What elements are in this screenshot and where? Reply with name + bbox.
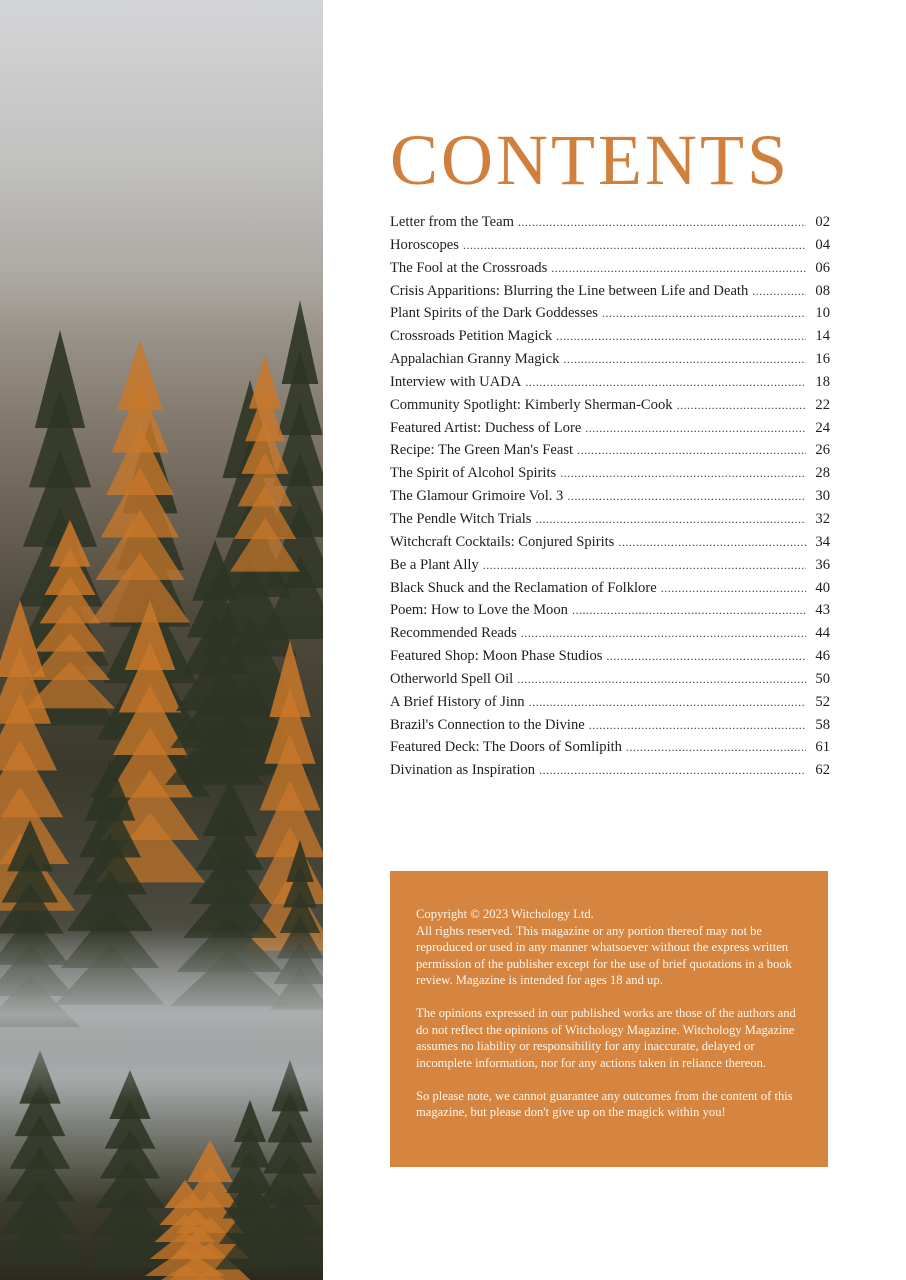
toc-entry-page: 22 xyxy=(815,396,830,413)
toc-entry-title: Featured Artist: Duchess of Lore xyxy=(390,419,582,436)
toc-entry-title: Brazil's Connection to the Divine xyxy=(390,716,585,733)
toc-entry-title: Featured Deck: The Doors of Somlipith xyxy=(390,739,622,756)
toc-entry[interactable] xyxy=(390,374,830,397)
toc-entry-title: The Glamour Grimoire Vol. 3 xyxy=(390,488,564,505)
toc-leader-dots xyxy=(589,718,806,733)
toc-entry-page: 40 xyxy=(815,579,830,596)
toc-leader-dots xyxy=(556,329,806,344)
toc-entry[interactable] xyxy=(390,511,830,534)
toc-entry-title: Be a Plant Ally xyxy=(390,556,479,573)
toc-entry[interactable] xyxy=(390,328,830,351)
toc-entry[interactable] xyxy=(390,648,830,671)
toc-entry-title: Poem: How to Love the Moon xyxy=(390,602,568,619)
toc-entry-page: 04 xyxy=(815,236,830,253)
toc-entry-page: 14 xyxy=(815,328,830,345)
toc-entry-page: 16 xyxy=(815,351,830,368)
toc-entry-page: 46 xyxy=(815,648,830,665)
toc-entry[interactable] xyxy=(390,260,830,283)
toc-leader-dots xyxy=(626,740,806,755)
toc-entry-page: 28 xyxy=(815,465,830,482)
toc-entry[interactable] xyxy=(390,420,830,443)
toc-leader-dots xyxy=(606,649,806,664)
toc-entry-title: Otherworld Spell Oil xyxy=(390,670,514,687)
toc-entry[interactable] xyxy=(390,397,830,420)
note-text: So please note, we cannot guarantee any outcomes from the content of this magazine, but please don't give up on the magick within you! xyxy=(416,1088,793,1119)
forest-photo xyxy=(0,0,323,1280)
toc-leader-dots xyxy=(567,489,806,504)
toc-entry-page: 30 xyxy=(815,488,830,505)
toc-entry-page: 52 xyxy=(815,693,830,710)
toc-leader-dots xyxy=(618,535,806,550)
toc-entry-page: 06 xyxy=(815,259,830,276)
toc-entry-title: Plant Spirits of the Dark Goddesses xyxy=(390,305,598,322)
toc-leader-dots xyxy=(563,352,806,367)
toc-entry[interactable] xyxy=(390,465,830,488)
toc-leader-dots xyxy=(551,261,806,276)
toc-entry-title: The Fool at the Crossroads xyxy=(390,259,548,276)
toc-entry-title: Appalachian Granny Magick xyxy=(390,351,560,368)
toc-entry[interactable] xyxy=(390,237,830,260)
toc-entry[interactable] xyxy=(390,762,830,785)
toc-entry[interactable] xyxy=(390,214,830,237)
toc-entry-page: 24 xyxy=(815,419,830,436)
toc-leader-dots xyxy=(517,672,806,687)
toc-leader-dots xyxy=(602,306,806,321)
toc-leader-dots xyxy=(463,238,806,253)
toc-entry-title: Community Spotlight: Kimberly Sherman-Cook xyxy=(390,396,673,413)
toc-entry[interactable] xyxy=(390,717,830,740)
toc-leader-dots xyxy=(535,512,806,527)
legal-notice-text xyxy=(416,906,804,989)
toc-entry-title: The Spirit of Alcohol Spirits xyxy=(390,465,557,482)
toc-entry-title: The Pendle Witch Trials xyxy=(390,510,532,527)
legal-notice-box xyxy=(390,871,828,1167)
toc-entry-page: 32 xyxy=(815,510,830,527)
toc-leader-dots xyxy=(525,375,806,390)
toc-entry-title: Recommended Reads xyxy=(390,625,517,642)
toc-entry[interactable] xyxy=(390,488,830,511)
toc-entry[interactable] xyxy=(390,671,830,694)
toc-entry-title: Letter from the Team xyxy=(390,214,514,230)
toc-leader-dots xyxy=(577,443,806,458)
toc-entry-title: Crossroads Petition Magick xyxy=(390,328,553,345)
toc-leader-dots xyxy=(585,421,806,436)
toc-entry-page: 61 xyxy=(815,739,830,756)
toc-entry-page: 43 xyxy=(815,602,830,619)
toc-leader-dots xyxy=(483,558,806,573)
toc-leader-dots xyxy=(539,763,806,778)
toc-leader-dots xyxy=(518,215,806,230)
toc-entry-page: 02 xyxy=(815,214,830,230)
toc-entry[interactable] xyxy=(390,534,830,557)
toc-leader-dots xyxy=(752,284,806,299)
toc-entry-title: A Brief History of Jinn xyxy=(390,693,525,710)
forest-illustration xyxy=(0,0,323,1280)
toc-entry[interactable] xyxy=(390,305,830,328)
toc-leader-dots xyxy=(521,626,806,641)
toc-entry-page: 34 xyxy=(815,533,830,550)
toc-entry-title: Horoscopes xyxy=(390,236,459,253)
toc-entry-title: Featured Shop: Moon Phase Studios xyxy=(390,648,603,665)
toc-entry-page: 36 xyxy=(815,556,830,573)
toc-entry[interactable] xyxy=(390,351,830,374)
table-of-contents xyxy=(390,214,830,785)
toc-entry-page: 62 xyxy=(815,762,830,779)
toc-entry-page: 18 xyxy=(815,373,830,390)
toc-entry-title: Crisis Apparitions: Blurring the Line between Life and Death xyxy=(390,282,749,299)
opinions-text: The opinions expressed in our published works are those of the authors and do not reflect the opinions of Witchology Magazine. Witchology Magazine assumes no liability or responsibility for any inaccurate, delayed or incomplete information, nor for any actions taken in reliance thereon. xyxy=(416,1006,796,1070)
toc-entry[interactable] xyxy=(390,580,830,603)
toc-entry[interactable] xyxy=(390,625,830,648)
toc-entry[interactable] xyxy=(390,694,830,717)
copyright-line: Copyright © 2023 Witchology Ltd. xyxy=(416,907,594,921)
toc-entry[interactable] xyxy=(390,739,830,762)
toc-entry-page: 58 xyxy=(815,716,830,733)
toc-leader-dots xyxy=(677,398,806,413)
toc-entry[interactable] xyxy=(390,557,830,580)
toc-entry-page: 44 xyxy=(815,625,830,642)
toc-leader-dots xyxy=(661,581,806,596)
toc-entry-title: Black Shuck and the Reclamation of Folklore xyxy=(390,579,657,596)
toc-entry[interactable] xyxy=(390,283,830,306)
page-title: CONTENTS xyxy=(390,120,790,200)
toc-leader-dots xyxy=(529,695,806,710)
toc-leader-dots xyxy=(572,603,806,618)
toc-entry[interactable] xyxy=(390,602,830,625)
toc-entry-title: Witchcraft Cocktails: Conjured Spirits xyxy=(390,533,615,550)
toc-entry[interactable] xyxy=(390,442,830,465)
rights-text: All rights reserved. This magazine or any portion thereof may not be reproduced or used in any manner whatsoever without the express written permission of the publisher except for the use of brief quotations in a book review. Magazine is intended for ages 18 and up. xyxy=(416,923,792,987)
toc-entry-title: Recipe: The Green Man's Feast xyxy=(390,442,574,459)
trees-group xyxy=(0,300,323,1280)
toc-entry-page: 08 xyxy=(815,282,830,299)
toc-entry-page: 10 xyxy=(815,305,830,322)
toc-entry-title: Interview with UADA xyxy=(390,373,522,390)
toc-entry-page: 50 xyxy=(815,670,830,687)
toc-leader-dots xyxy=(560,466,806,481)
toc-entry-page: 26 xyxy=(815,442,830,459)
toc-entry-title: Divination as Inspiration xyxy=(390,762,536,779)
